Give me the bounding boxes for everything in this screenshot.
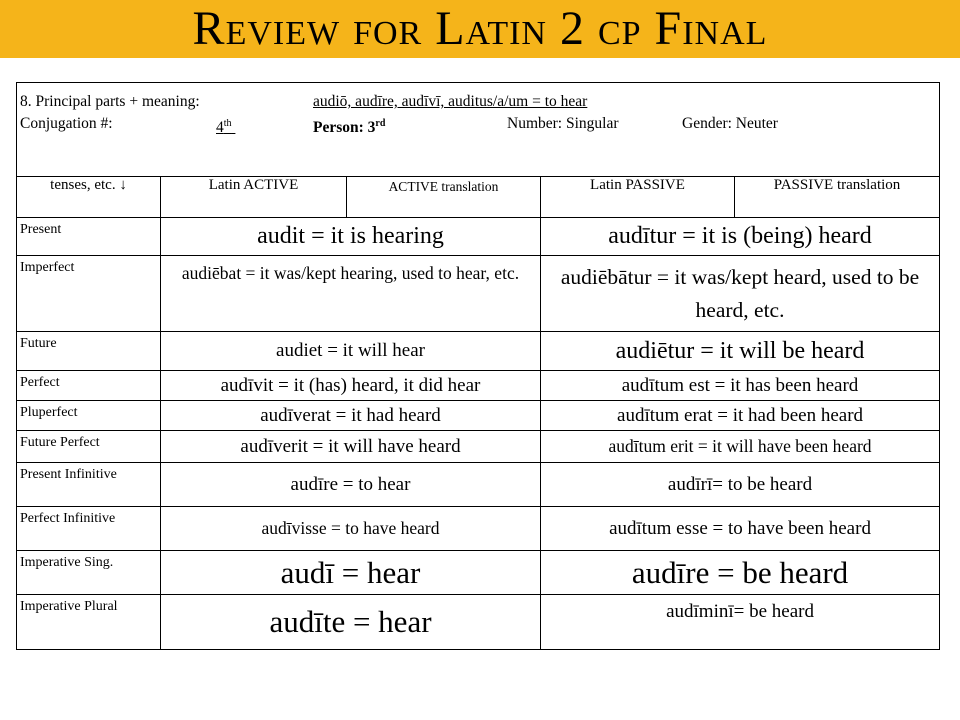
passive-cell: audiēbātur = it was/kept heard, used to be heard, etc. [541,256,940,332]
conjugation-number: 4th [216,118,232,137]
passive-cell: audīre = be heard [541,551,940,595]
row-label: Pluperfect [17,401,161,431]
col-header-passive-translation: PASSIVE translation [735,177,940,218]
table-row [17,551,940,595]
gender-value: Gender: Neuter [682,115,778,132]
passive-cell: audīminī= be heard [541,595,940,650]
table-row [17,595,940,650]
person-value: Person: 3rd [313,118,386,137]
row-label: Future [17,332,161,371]
row-label: Present Infinitive [17,463,161,507]
page-title: Review for Latin 2 cp Final [192,2,768,55]
table-row [17,507,940,551]
active-cell: audīvisse = to have heard [161,507,541,551]
passive-cell: audītur = it is (being) heard [541,218,940,256]
principal-parts-value: audiō, audīre, audīvī, auditus/a/um = to hear [313,93,588,110]
row-label: Imperfect [17,256,161,332]
col-header-latin-passive: Latin PASSIVE [541,177,735,218]
conjugation-table [16,82,940,650]
column-header-row [17,177,940,218]
table-row [17,401,940,431]
active-cell: audīre = to hear [161,463,541,507]
conjugation-label: Conjugation #: [20,115,113,132]
active-cell: audīvit = it (has) heard, it did hear [161,371,541,401]
table-row [17,463,940,507]
active-cell: audit = it is hearing [161,218,541,256]
table-row [17,256,940,332]
row-label: Imperative Sing. [17,551,161,595]
active-cell: audiet = it will hear [161,332,541,371]
table-row [17,218,940,256]
active-cell: audīte = hear [161,595,541,650]
passive-cell: audīrī= to be heard [541,463,940,507]
table-row [17,371,940,401]
active-cell: audiēbat = it was/kept hearing, used to hear, etc. [161,256,541,332]
table-row [17,431,940,463]
col-header-latin-active: Latin ACTIVE [161,177,347,218]
row-label: Imperative Plural [17,595,161,650]
row-label: Future Perfect [17,431,161,463]
info-cell [17,83,940,177]
passive-cell: audiētur = it will be heard [541,332,940,371]
number-value: Number: Singular [507,115,619,132]
passive-cell: audītum esse = to have been heard [541,507,940,551]
passive-cell: audītum est = it has been heard [541,371,940,401]
col-header-active-translation: ACTIVE translation [347,177,541,218]
row-label: Perfect [17,371,161,401]
table-row [17,332,940,371]
active-cell: audīverat = it had heard [161,401,541,431]
passive-cell: audītum erit = it will have been heard [541,431,940,463]
active-cell: audīverit = it will have heard [161,431,541,463]
info-row [17,83,940,177]
passive-cell: audītum erat = it had been heard [541,401,940,431]
row-label: Perfect Infinitive [17,507,161,551]
active-cell: audī = hear [161,551,541,595]
principal-parts-label: 8. Principal parts + meaning: [20,93,200,110]
col-header-tenses: tenses, etc. ↓ [17,177,161,218]
row-label: Present [17,218,161,256]
